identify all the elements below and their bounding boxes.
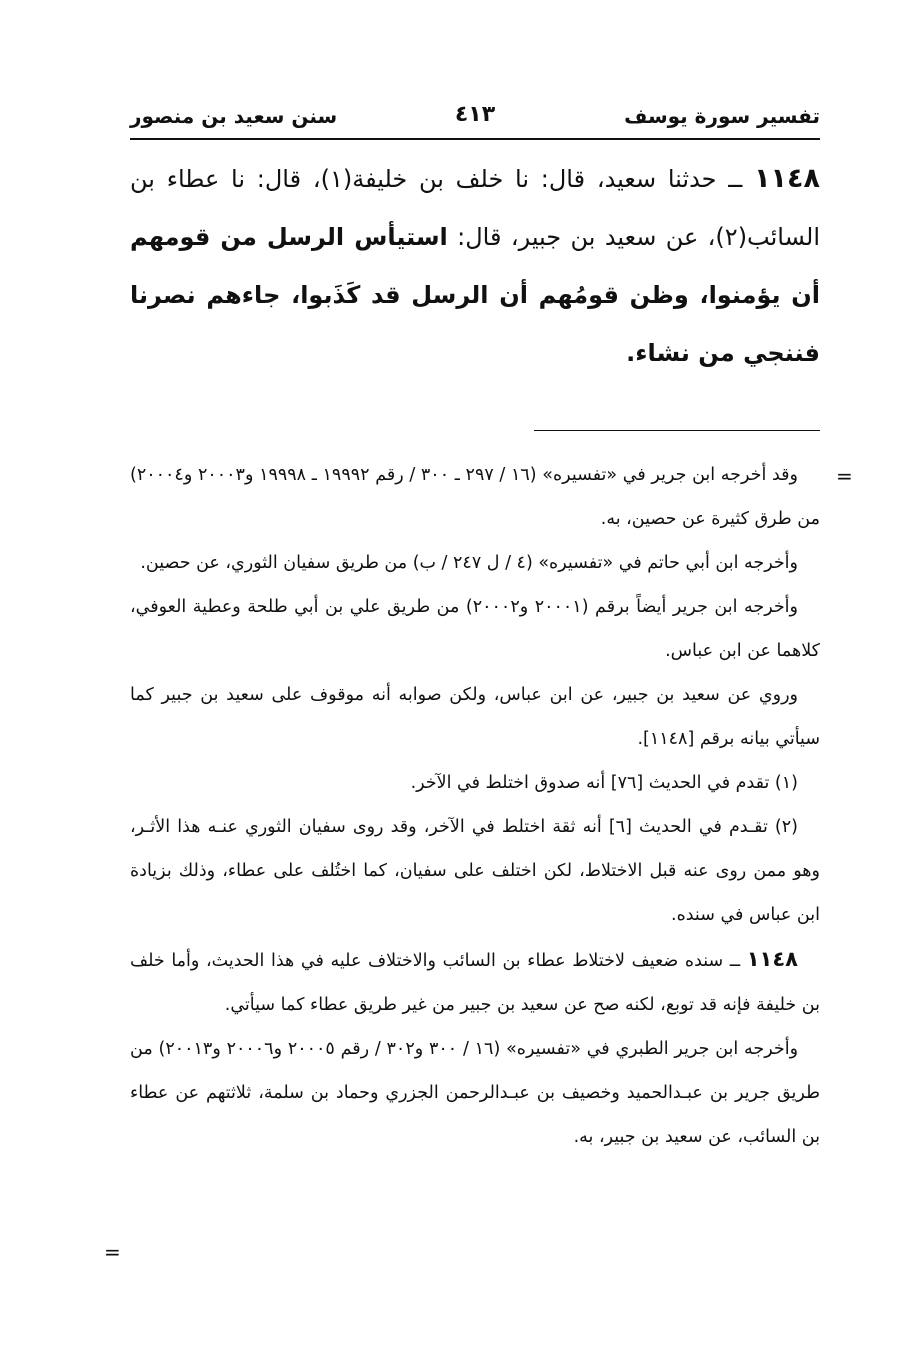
continuation-mark-top: = (836, 464, 853, 488)
hadith-isnad: ــ حدثنا سعيد، قال: نا خلف بن خليفة(١)، قال: نا عطاء بن السائب(٢)، عن سعيد بن جبير، قال: (130, 165, 820, 251)
footnotes (130, 453, 820, 1159)
footnote-paragraph: وأخرجه ابن أبي حاتم في «تفسيره» (٤ / ل ٢٤٧ / ب) من طريق سفيان الثوري، عن حصين. (140, 553, 798, 573)
footnote-1: (١) تقدم في الحديث [٧٦] أنه صدوق اختلط في الآخر. (410, 773, 798, 793)
footnote-paragraph: وأخرجه ابن جرير أيضاً برقم (٢٠٠٠١ و٢٠٠٠٢) من طريق علي بن أبي طلحة وعطية العوفي، كلاهما عن ابن عباس. (130, 597, 820, 661)
commentary-text: ــ سنده ضعيف لاختلاط عطاء بن السائب والاختلاف عليه في هذا الحديث، وأما خلف بن خليفة فإنه قد توبع، لكنه صح عن سعيد بن جبير من غير طريق عطاء كما سيأتي. (130, 951, 820, 1015)
commentary-paragraph (130, 937, 820, 1027)
commentary-number: ١١٤٨ (746, 947, 798, 971)
footnote-paragraph: وأخرجه ابن جرير الطبري في «تفسيره» (١٦ / ٣٠٠ و٣٠٢ / رقم ٢٠٠٠٥ و٢٠٠٠٦ و٢٠٠١٣) من طريق جرير بن عبـدالحميد وخصيف بن عبـدالرحمن الجزري وحماد بن سلمة، ثلاثتهم عن عطاء بن السائب، عن سعيد بن جبير، به. (130, 1039, 820, 1147)
continuation-mark-bottom: = (104, 1240, 121, 1264)
footnote-2: (٢) تقـدم في الحديث [٦] أنه ثقة اختلط في الآخر، وقد روى سفيان الثوري عنـه هذا الأثـر، وهو ممن روى عنه قبل الاختلاط، لكن اختلف على سفيان، كما اختُلف على عطاء، وذلك بزيادة ابن عباس في سنده. (130, 817, 820, 925)
footnote-divider (534, 430, 820, 431)
page (130, 90, 820, 1159)
page-number: ٤١٣ (454, 102, 496, 127)
hadith-text (130, 150, 820, 382)
running-header (130, 90, 820, 140)
hadith-number: ١١٤٨ (754, 163, 820, 194)
header-book-title: سنن سعيد بن منصور (130, 104, 338, 128)
footnote-paragraph: وقد أخرجه ابن جرير في «تفسيره» (١٦ / ٢٩٧ ـ ٣٠٠ / رقم ١٩٩٩٢ ـ ١٩٩٩٨ و٢٠٠٠٣ و٢٠٠٠٤) من طرق كثيرة عن حصين، به. (130, 465, 820, 529)
header-chapter-title: تفسير سورة يوسف (624, 104, 820, 128)
footnote-paragraph: وروي عن سعيد بن جبير، عن ابن عباس، ولكن صوابه أنه موقوف على سعيد بن جبير كما سيأتي بيانه برقم [١١٤٨]. (130, 685, 820, 749)
hadith-matn: استيأس الرسل من قومهم أن يؤمنوا، وظن قومُهم أن الرسل قد كَذَبوا، جاءهم نصرنا فننجي من نشاء. (130, 223, 820, 367)
